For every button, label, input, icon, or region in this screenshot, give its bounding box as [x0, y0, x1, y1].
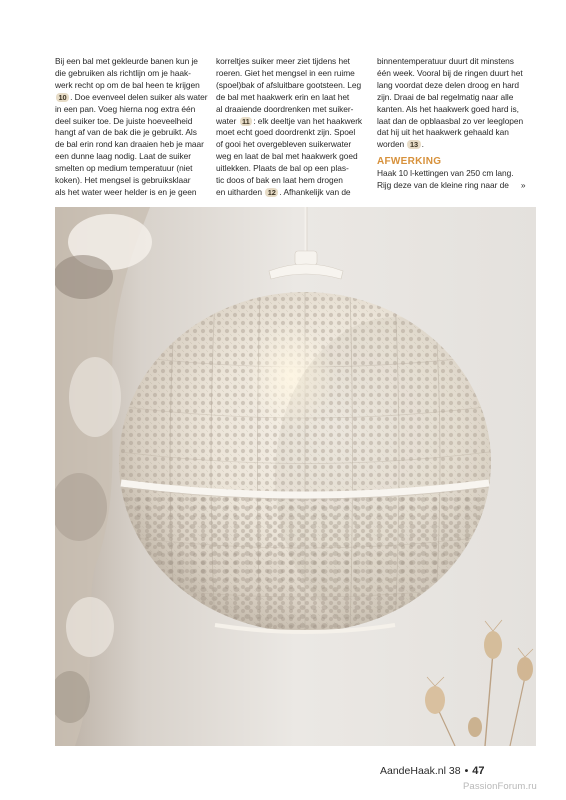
text-line: die gebruiken als richtlijn om je haak-: [55, 67, 191, 78]
page-footer: [380, 765, 520, 777]
text-line: een dunne laag nodig. Laat de suiker: [55, 151, 192, 162]
text-line: (spoel)bak of afsluitbare gootsteen. Leg: [216, 79, 362, 90]
text-line: dat hij uit het haakwerk gehaald kan: [377, 127, 509, 138]
text-fragment: water: [216, 115, 237, 126]
text-line: één week. Vooral bij de ringen duurt het: [377, 67, 523, 78]
text-line: [216, 116, 376, 128]
lamp-photo: [55, 207, 536, 746]
step-number-badge: 11: [240, 117, 253, 126]
text-line: [216, 187, 376, 199]
text-line: laat dan de opblaasbal zo ver leeglopen: [377, 115, 524, 126]
page-number: 47: [472, 765, 485, 777]
text-fragment: en uitharden: [216, 186, 262, 197]
step-number-badge: 12: [265, 188, 278, 197]
text-line: tic doos of bak en laat hem drogen: [216, 175, 343, 186]
text-line: zijn. Draai de bal regelmatig naar alle: [377, 91, 514, 102]
text-line: roeren. Giet het mengsel in een ruime: [216, 67, 355, 78]
text-column-1: [55, 56, 215, 199]
text-line: [55, 92, 215, 104]
text-fragment: . Afhankelijk van de: [279, 186, 351, 197]
text-column-3: [377, 56, 535, 192]
text-line: koken). Het mengsel is gebruiksklaar: [55, 175, 191, 186]
magazine-name: AandeHaak.nl 38: [380, 765, 461, 777]
bullet-separator: •: [464, 765, 469, 777]
text-line: Bij een bal met gekleurde banen kun je: [55, 56, 198, 66]
text-line: worden 13 .: [377, 139, 424, 150]
text-line: moet echt goed doordrenkt zijn. Spoel: [216, 127, 356, 138]
text-column-2: [216, 56, 376, 199]
text-line: binnentemperatuur duurt dit minstens: [377, 56, 514, 66]
text-line: smelten op medium temperatuur (niet: [55, 163, 193, 174]
continue-arrow-icon: »: [520, 180, 526, 191]
step-number-badge: 13: [407, 140, 420, 149]
text-line: deel suiker toe. De juiste hoeveelheid: [55, 115, 193, 126]
text-line: werk recht op om de bal heen te krijgen: [55, 79, 200, 90]
text-line: Haak 10 l-kettingen van 250 cm lang.: [377, 168, 514, 179]
text-line: lang voordat deze delen droog en hard: [377, 79, 520, 90]
text-line: hangt af van de bak die je gebruikt. Als: [55, 127, 197, 138]
text-fragment: Rijg deze van de kleine ring naar de: [377, 180, 509, 191]
text-fragment: worden: [377, 139, 405, 150]
text-fragment: : elk deeltje van het haakwerk: [253, 115, 363, 126]
text-line: in een pan. Voeg hierna nog extra één: [55, 103, 196, 114]
text-line: de bal met haakwerk erin en laat het: [216, 91, 350, 102]
text-line: de bal erin rond kan draaien heb je maar: [55, 139, 204, 150]
text-line: al draaiende doordrenken met suiker-: [216, 103, 354, 114]
text-line: uitlekken. Plaats de bal op een plas-: [216, 163, 349, 174]
text-line: korreltjes suiker meer ziet tijdens het: [216, 56, 350, 66]
watermark: PassionForum.ru: [463, 781, 537, 792]
text-line: als het water weer helder is en je geen: [55, 186, 197, 197]
section-heading: AFWERKING: [377, 156, 442, 168]
text-fragment: . Doe evenveel delen suiker als water: [70, 91, 208, 102]
text-line: of gooi het overgebleven suikerwater: [216, 139, 352, 150]
text-line: [377, 180, 535, 192]
text-line: kanten. Als het haakwerk goed hard is,: [377, 103, 519, 114]
step-number-badge: 10: [56, 93, 69, 102]
text-line: weg en laat de bal met haakwerk goed: [216, 151, 358, 162]
crochet-lamp-illustration: [55, 207, 536, 746]
